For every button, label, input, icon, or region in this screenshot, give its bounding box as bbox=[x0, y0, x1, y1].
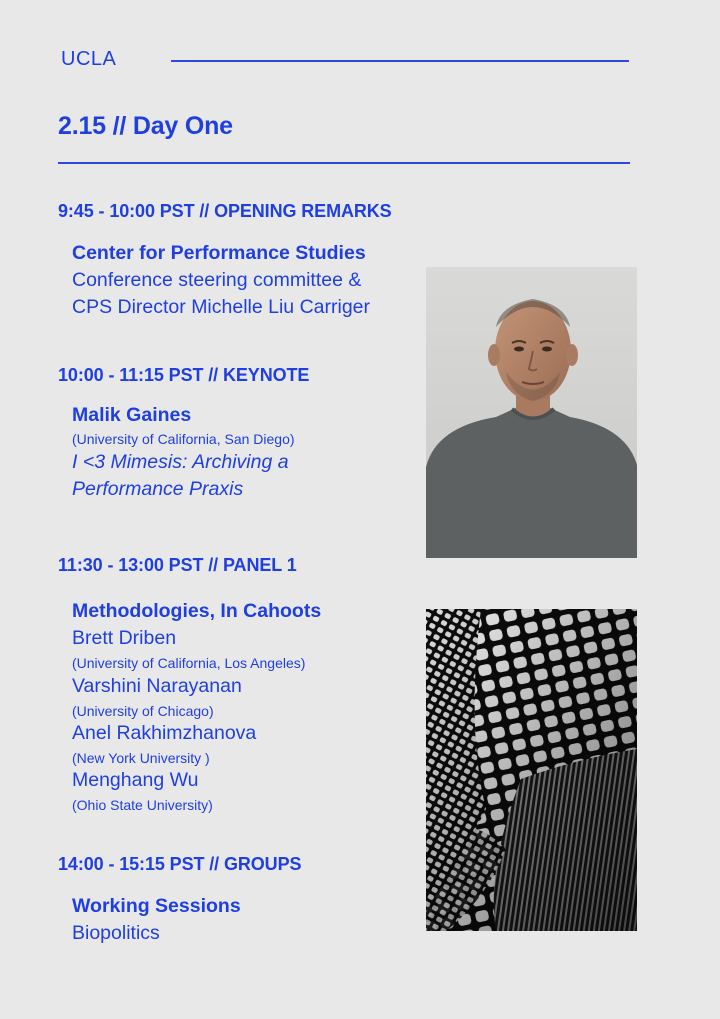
panelist-affiliation: (New York University ) bbox=[72, 750, 210, 766]
panelist-name: Anel Rakhimzhanova bbox=[72, 722, 257, 744]
title-divider bbox=[58, 162, 630, 164]
groups-detail-line: Biopolitics bbox=[72, 922, 160, 944]
keynote-affiliation: (University of California, San Diego) bbox=[72, 431, 295, 447]
groups-title: Working Sessions bbox=[72, 895, 241, 917]
session-time-panel: 11:30 - 13:00 PST // PANEL 1 bbox=[58, 555, 297, 575]
session-time-keynote: 10:00 - 11:15 PST // KEYNOTE bbox=[58, 365, 310, 385]
day-title: 2.15 // Day One bbox=[58, 112, 233, 140]
keynote-talk-title-line: Performance Praxis bbox=[72, 478, 244, 500]
header-divider bbox=[171, 60, 629, 62]
session-title-opening: Center for Performance Studies bbox=[72, 242, 366, 264]
panelist-name: Brett Driben bbox=[72, 627, 177, 649]
panelist-affiliation: (University of Chicago) bbox=[72, 703, 214, 719]
keynote-speaker: Malik Gaines bbox=[72, 404, 192, 426]
brand-label: UCLA bbox=[61, 48, 117, 70]
speaker-photo bbox=[426, 267, 637, 558]
session-detail-line: Conference steering committee & bbox=[72, 269, 362, 291]
panelist-affiliation: (Ohio State University) bbox=[72, 797, 213, 813]
panelist-affiliation: (University of California, Los Angeles) bbox=[72, 655, 306, 671]
panelist-name: Menghang Wu bbox=[72, 769, 199, 791]
keynote-talk-title-line: I <3 Mimesis: Archiving a bbox=[72, 451, 289, 473]
panelist-name: Varshini Narayanan bbox=[72, 675, 242, 697]
session-detail-line: CPS Director Michelle Liu Carriger bbox=[72, 296, 371, 318]
panel-title: Methodologies, In Cahoots bbox=[72, 600, 322, 622]
session-time-groups: 14:00 - 15:15 PST // GROUPS bbox=[58, 854, 302, 874]
abstract-mesh-image bbox=[426, 609, 637, 931]
session-time-opening: 9:45 - 10:00 PST // OPENING REMARKS bbox=[58, 201, 392, 221]
